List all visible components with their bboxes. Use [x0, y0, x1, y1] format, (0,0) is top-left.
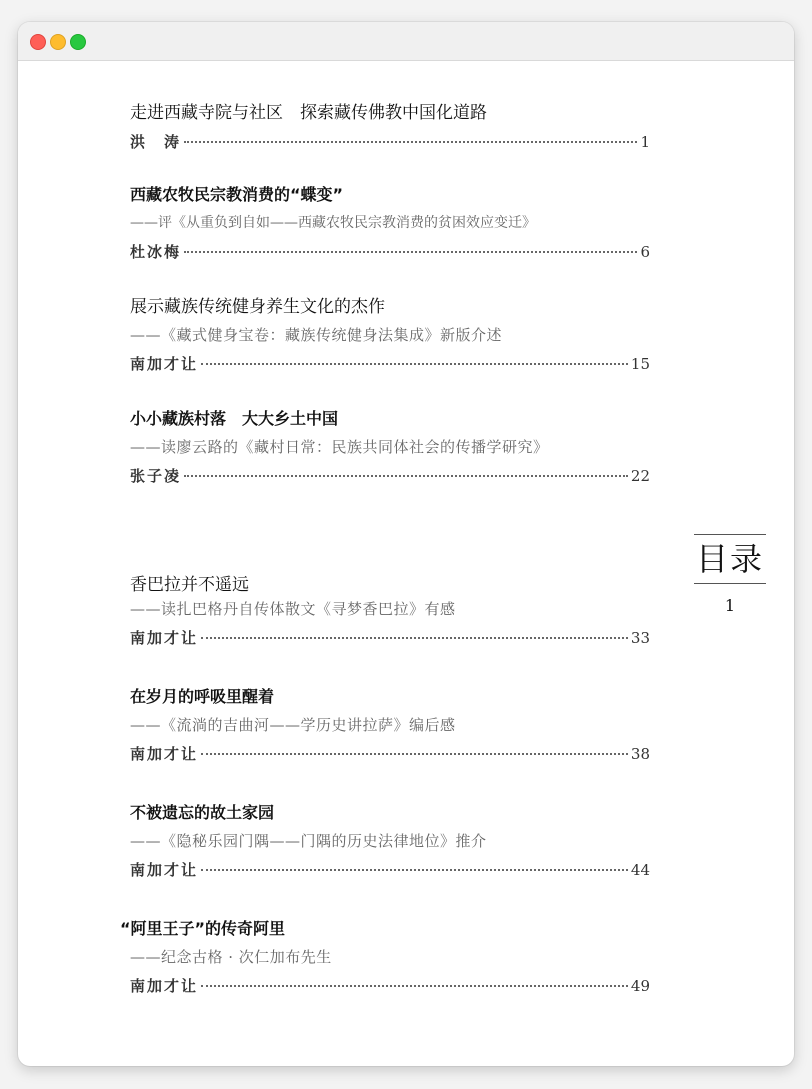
minimize-window-button[interactable]	[50, 34, 66, 50]
toc-entry-subtitle: ——《隐秘乐园门隅——门隅的历史法律地位》推介	[130, 832, 487, 850]
sidebar-bottom-rule	[694, 583, 766, 584]
leader-dots	[184, 475, 628, 477]
sidebar-page-number: 1	[724, 596, 736, 615]
toc-entry-page: 1	[640, 133, 650, 151]
close-window-button[interactable]	[30, 34, 46, 50]
toc-entry-title: 展示藏族传统健身养生文化的杰作	[130, 297, 385, 317]
toc-entry-author-line	[130, 132, 650, 152]
toc-entry[interactable]	[130, 802, 650, 880]
toc-entry-author-line	[130, 628, 650, 648]
toc-entry[interactable]	[120, 918, 650, 996]
toc-entry-author: 南加才让	[130, 629, 199, 647]
toc-entry-author: 南加才让	[130, 977, 199, 995]
toc-entry-page: 49	[630, 977, 650, 995]
toc-entry-author: 杜冰梅	[130, 243, 182, 261]
toc-entry-author-line	[120, 976, 650, 996]
toc-entry-author-line	[130, 860, 650, 880]
toc-entry-subtitle: ——评《从重负到自如——西藏农牧民宗教消费的贫困效应变迁》	[130, 215, 536, 231]
toc-entry[interactable]	[130, 574, 650, 648]
toc-entry-subtitle: ——读廖云路的《藏村日常：民族共同体社会的传播学研究》	[130, 438, 549, 456]
toc-entry-author: 南加才让	[130, 745, 199, 763]
window-titlebar	[18, 22, 794, 61]
toc-entry-author-line	[130, 354, 650, 374]
toc-entry-author-line	[130, 466, 650, 486]
toc-entry-title: “阿里王子”的传奇阿里	[120, 919, 286, 938]
toc-entry[interactable]	[130, 184, 650, 262]
toc-entry-title: 不被遗忘的故土家园	[130, 803, 275, 822]
toc-entry-subtitle: ——纪念古格 · 次仁加布先生	[130, 948, 332, 966]
leader-dots	[184, 141, 637, 143]
leader-dots	[201, 985, 628, 987]
toc-entry-page: 44	[630, 861, 650, 879]
toc-entry-subtitle: ——《流淌的吉曲河——学历史讲拉萨》编后感	[130, 716, 456, 734]
toc-entry-title: 走进西藏寺院与社区 探索藏传佛教中国化道路	[130, 103, 487, 123]
toc-entry-page: 38	[630, 745, 650, 763]
leader-dots	[201, 869, 628, 871]
toc-entry-page: 15	[630, 355, 650, 373]
toc-entry[interactable]	[130, 686, 650, 764]
toc-entry-author: 张子凌	[130, 467, 182, 485]
toc-entry-page: 6	[640, 243, 650, 261]
toc-entry[interactable]	[130, 102, 650, 152]
leader-dots	[201, 363, 628, 365]
toc-entry-title: 小小藏族村落 大大乡土中国	[130, 409, 339, 428]
toc-entry-author-line	[130, 744, 650, 764]
toc-heading: 目录	[695, 540, 764, 578]
toc-entry-title: 香巴拉并不遥远	[130, 575, 249, 595]
leader-dots	[201, 637, 628, 639]
toc-entry-page: 22	[630, 467, 650, 485]
toc-entry-author: 南加才让	[130, 861, 199, 879]
leader-dots	[201, 753, 628, 755]
toc-entry-author: 南加才让	[130, 355, 199, 373]
toc-entry-title: 西藏农牧民宗教消费的“蝶变”	[130, 185, 344, 204]
toc-entry-author: 洪 涛	[130, 133, 182, 151]
toc-entry-subtitle: ——《藏式健身宝卷：藏族传统健身法集成》新版介述	[130, 326, 503, 344]
toc-entry-author-line	[130, 242, 650, 262]
toc-entry-page: 33	[630, 629, 650, 647]
toc-entry-subtitle: ——读扎巴格丹自传体散文《寻梦香巴拉》有感	[130, 600, 456, 618]
toc-entry[interactable]	[130, 296, 650, 374]
toc-entry-title: 在岁月的呼吸里醒着	[130, 687, 275, 706]
toc-sidebar	[694, 534, 766, 615]
document-window	[18, 22, 794, 1066]
leader-dots	[184, 251, 637, 253]
toc-entry[interactable]	[130, 408, 650, 486]
maximize-window-button[interactable]	[70, 34, 86, 50]
